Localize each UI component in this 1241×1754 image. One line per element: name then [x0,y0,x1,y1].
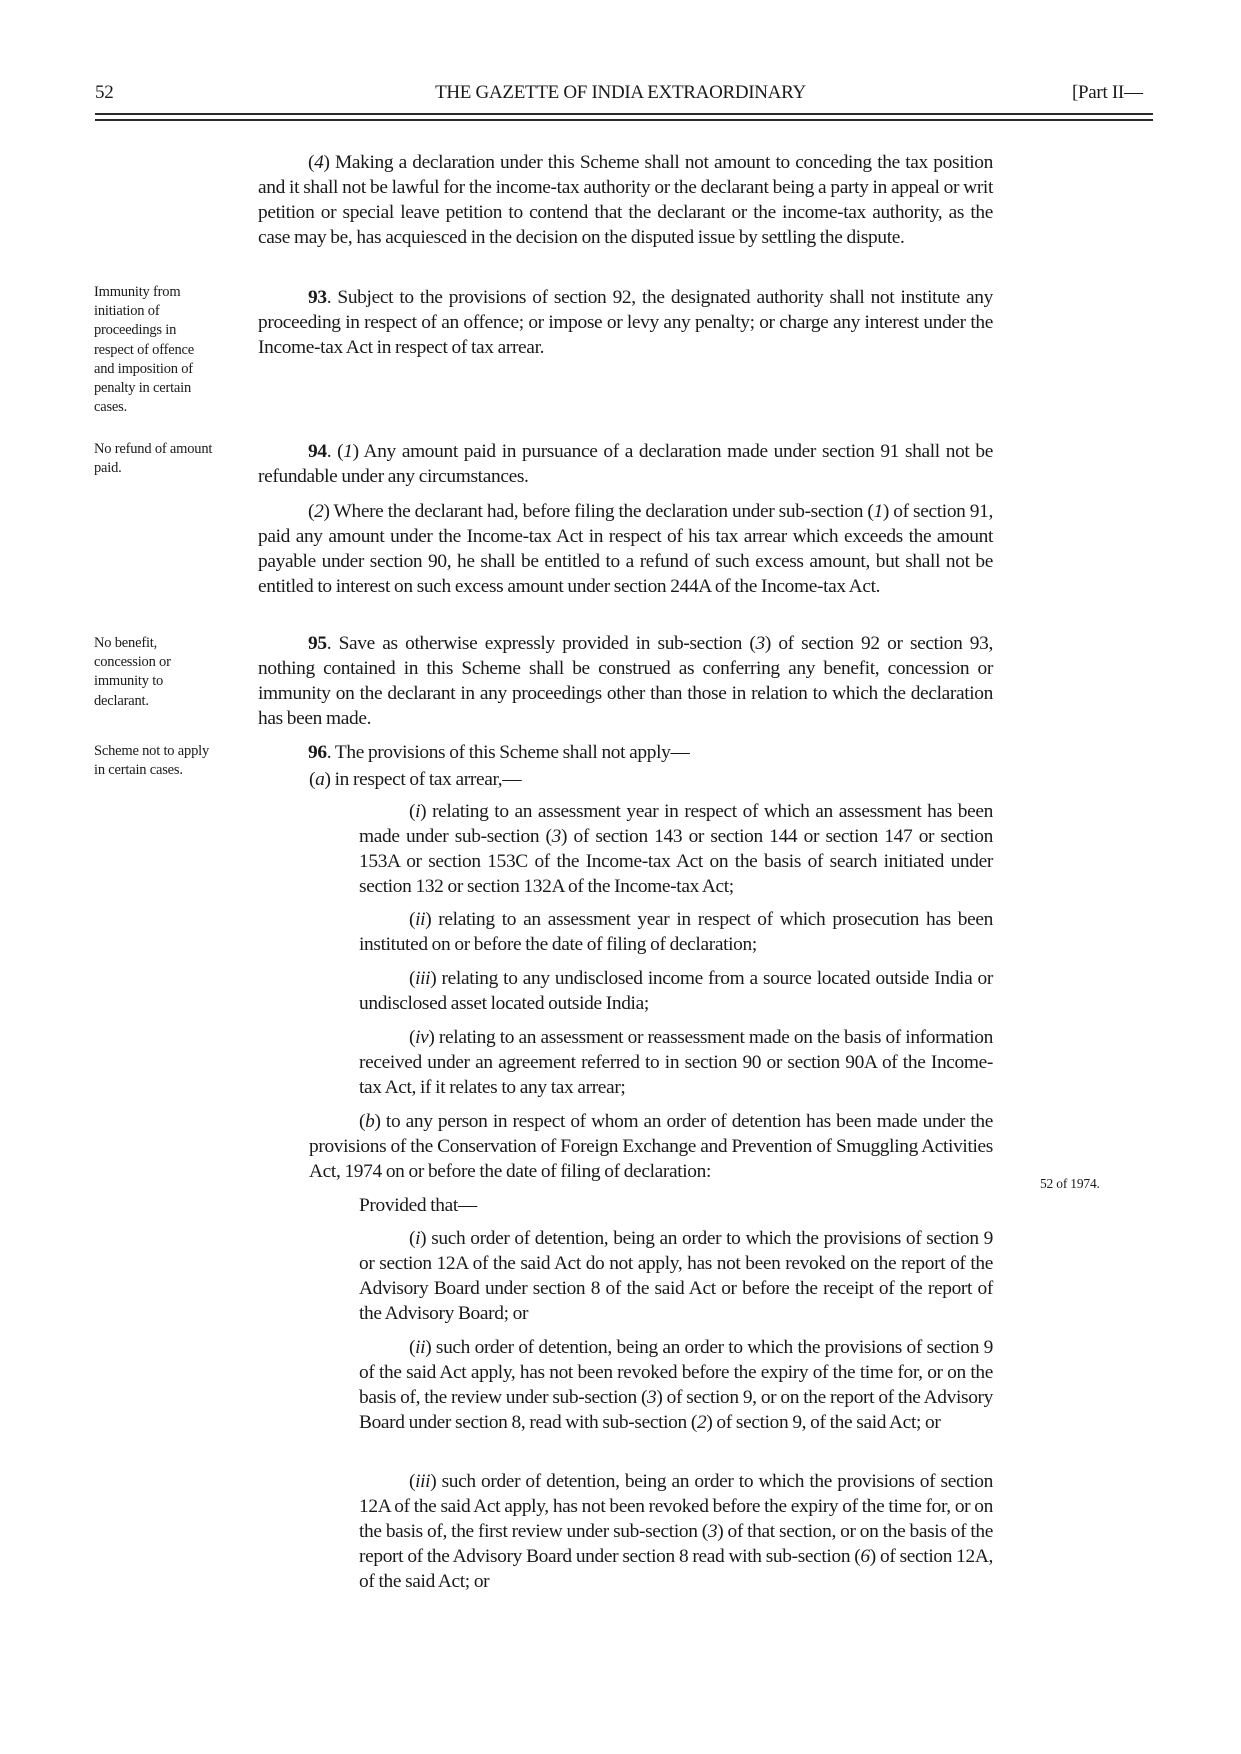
section-text: Where the declarant had, before filing the declaration under sub-section ( [329,501,874,522]
clause-text: ) of section 12A, of the said Act; or [359,1545,994,1592]
subsection-reference: 3 [707,1520,718,1542]
section-number: 95 [308,633,327,654]
subsection-reference: 3 [755,633,765,654]
section-number: 96 [308,742,327,763]
clause-label: b [365,1111,375,1132]
section-text: . Subject to the provisions of section 92, the designated authority shall not institute any proceeding in respect of an offence; or impose or levy any penalty; or charge any interest under the Income-tax Act in respect of tax arrear. [258,287,993,358]
page-number: 52 [95,82,114,103]
clause-text: relating to an assessment year in respect of which prosecution has been instituted on or before the date of filing of declaration; [359,909,993,955]
subsection-reference: 6 [860,1545,870,1567]
proviso-i: (i) such order of detention, being an order to which the provisions of section 9 or section 12A of the said Act do not apply, has not been revoked on the report of the Advisory Board under section 8 of the said Act or before the receipt of the report of the Advisory Board; or [359,1228,993,1324]
clause-a-iii: (iii) relating to any undisclosed income from a source located outside India or undisclosed asset located outside India; [359,968,993,1014]
clause-text: such order of detention, being an order to which the provisions of section 9 or section 12A of the said Act do not apply, has not been revoked on the report of the Advisory Board under section 8 of the said Act or before the receipt of the report of the Advisory Board; or [359,1228,993,1324]
subsection-label: 4 [314,152,324,173]
clause-text: ) of section 9, or on the report of the Advisory Board under section 8, read with sub-section ( [359,1386,993,1433]
clause-text: ) of that section, or on the basis of the report of the Advisory Board under section 8 read with sub-section ( [359,1520,993,1567]
clause-text: relating to any undisclosed income from a source located outside India or undisclosed asset located outside India; [359,968,993,1014]
subsection-reference: 3 [647,1386,657,1408]
header-rule-bottom [95,119,1153,121]
clause-a-i: (i) relating to an assessment year in respect of which an assessment has been made under sub-section (3) of section 143 or section 144 or section 147 or section 153A or section 153C of the Income-tax Act on the basis of search initiated under section 132 or section 132A of the Income-tax Act; [359,801,993,897]
clause-label: a [315,769,325,790]
clause-text: to any person in respect of whom an order of detention has been made under the provisions of the Conservation of Foreign Exchange and Prevention of Smuggling Activities Act, 1974 on or before the date of filing of declaration: [309,1111,993,1182]
clause-a-ii: (ii) relating to an assessment year in respect of which prosecution has been instituted on or before the date of filing of declaration; [359,909,993,955]
header-rule-top [95,113,1153,115]
section-95 [258,632,993,732]
section-text: Making a declaration under this Scheme shall not amount to conceding the tax position and it shall not be lawful for the income-tax authority or the declarant being a party in appeal or writ petition or special leave petition to contend that the declarant or the income-tax authority, as the case may be, has acquiesced in the decision on the disputed issue by settling the dispute. [258,152,993,248]
marginal-note-no-refund: No refund of amount paid. [94,441,213,477]
clause-label: iii [415,968,431,989]
clause-label: i [415,801,421,822]
section-96 [258,741,993,766]
clause-a-iv: (iv) relating to an assessment or reassessment made on the basis of information received under an agreement referred to in section 90 or section 90A of the Income-tax Act, if it relates to any tax arrear; [359,1027,993,1098]
section-number: 94 [308,441,327,462]
clause-b: (b) to any person in respect of whom an order of detention has been made under the provisions of the Conservation of Foreign Exchange and Prevention of Smuggling Activities Act, 1974 on or before the date of filing of declaration: [309,1111,993,1182]
section-text: ) of section 91, paid any amount under the Income-tax Act in respect of his tax arrear which exceeds the amount payable under section 90, he shall be entitled to a refund of such excess amount, but shall not be entitled to interest on such excess amount under section 244A of the Income-tax Act. [258,501,993,597]
section-text: . Save as otherwise expressly provided in sub-section ( [326,633,756,654]
proviso-iii: (iii) such order of detention, being an order to which the provisions of section 12A of the said Act apply, has not been revoked before the expiry of the time for, or on the basis of, the first review under sub-section (3) of that section, or on the basis of the report of the Advisory Board under section 8 read with sub-section (6) of section 12A, of the said Act; or [359,1471,994,1592]
clause-label: iv [415,1027,429,1048]
section-94-1: 94. (1) Any amount paid in pursuance of a declaration made under section 91 shall not be refundable under any circumstances. [258,441,993,487]
clause-text: ) of section 143 or section 144 or section 147 or section 153A or section 153C of the Income-tax Act on the basis of search initiated under section 132 or section 132A of the Income-tax Act; [359,825,993,897]
clause-label: ii [415,1337,426,1358]
section-92-4: (4) Making a declaration under this Scheme shall not amount to conceding the tax position and it shall not be lawful for the income-tax authority or the declarant being a party in appeal or writ petition or special leave petition to contend that the declarant or the income-tax authority, as the case may be, has acquiesced in the decision on the disputed issue by settling the dispute. [258,152,993,248]
proviso: Provided that— [359,1195,477,1216]
section-93 [258,286,993,361]
proviso-ii: (ii) such order of detention, being an order to which the provisions of section 9 of the said Act apply, has not been revoked before the expiry of the time for, or on the basis of, the review under sub-section (3) of section 9, or on the report of the Advisory Board under section 8, read with sub-section (2) of section 9, of the said Act; or [359,1337,993,1433]
subsection-reference: 1 [873,501,883,522]
clause-text: such order of detention, being an order to which the provisions of section 12A of the said Act apply, has not been revoked before the expiry of the time for, or on the basis of, the first review under sub-section ( [359,1471,993,1542]
subsection-reference: 3 [551,825,562,847]
section-number: 93 [308,287,327,308]
marginal-note-immunity: Immunity from initiation of proceedings in respect of offence and imposition of penalty in certain cases. [94,284,194,416]
subsection-label: 1 [343,441,353,462]
section-text: Any amount paid in pursuance of a declaration made under section 91 shall not be refundable under any circumstances. [258,441,993,487]
clause-label: ii [415,909,426,930]
marginal-note-act-reference: 52 of 1974. [1040,1176,1100,1191]
clause-text: relating to an assessment or reassessment made on the basis of information received under an agreement referred to in section 90 or section 90A of the Income-tax Act, if it relates to any tax arrear; [359,1027,993,1098]
clause-text: in respect of tax arrear,— [330,769,522,790]
marginal-note-scheme-not-apply: Scheme not to apply in certain cases. [94,743,209,779]
clause-a: (a) in respect of tax arrear,— [309,769,522,790]
section-text: ) of section 92 or section 93, nothing contained in this Scheme shall be construed as conferring any benefit, concession or immunity on the declarant in any proceedings other than those in relation to which the declaration has been made. [258,633,993,729]
section-94-2: (2) Where the declarant had, before filing the declaration under sub-section (1) of section 91, paid any amount under the Income-tax Act in respect of his tax arrear which exceeds the amount payable under section 90, he shall be entitled to a refund of such excess amount, but shall not be entitled to interest on such excess amount under section 244A of the Income-tax Act. [258,501,993,597]
subsection-reference: 2 [696,1411,707,1433]
marginal-note-no-benefit: No benefit, concession or immunity to declarant. [94,635,171,709]
clause-label: iii [415,1471,431,1492]
subsection-label: 2 [314,501,324,522]
clause-label: i [415,1228,421,1249]
clause-text: ) of section 9, of the said Act; or [706,1411,941,1433]
part-label: [Part II— [1072,82,1143,103]
clause-text: such order of detention, being an order to which the provisions of section 9 of the said Act apply, has not been revoked before the expiry of the time for, or on the basis of, the review under sub-section ( [359,1337,993,1408]
section-text: . The provisions of this Scheme shall not apply— [326,742,690,763]
gazette-title: THE GAZETTE OF INDIA EXTRAORDINARY [435,82,806,103]
clause-text: relating to an assessment year in respect of which an assessment has been made under sub-section ( [359,801,993,847]
